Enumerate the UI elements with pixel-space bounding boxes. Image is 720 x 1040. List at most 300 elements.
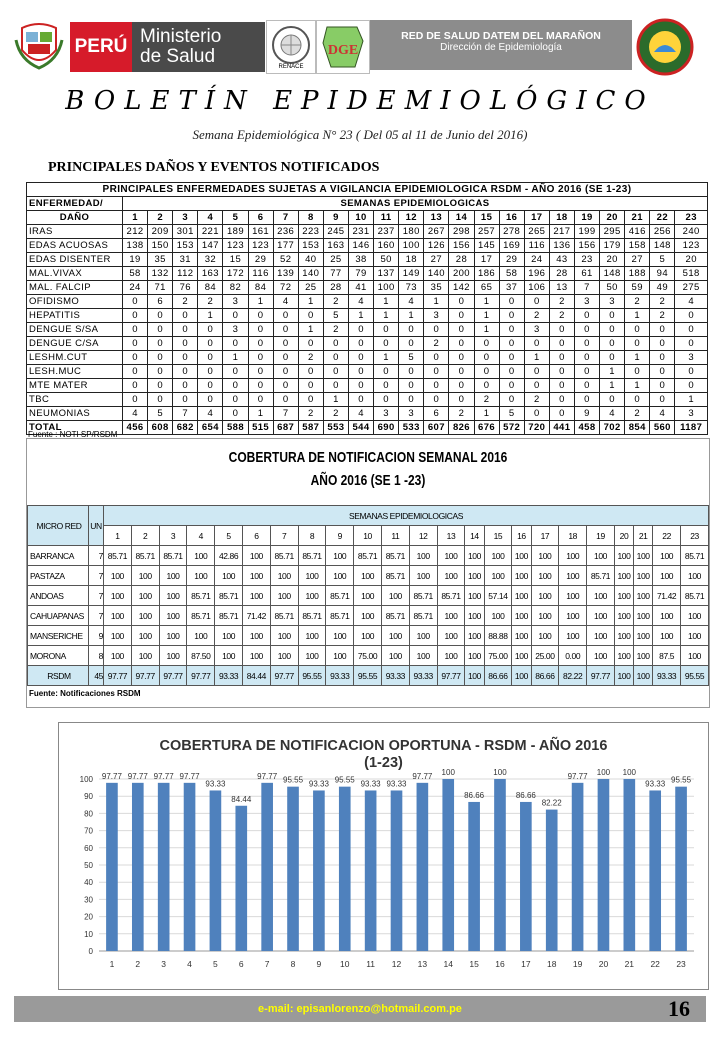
coverage-panel (26, 438, 710, 708)
peru-label: PERÚ (70, 22, 132, 72)
total-cell: 682 (173, 421, 198, 435)
table-cell: 106 (524, 281, 549, 295)
coverage-cell: 93.33 (215, 666, 243, 686)
coverage-cell: 85.71 (587, 566, 615, 586)
coverage-cell: 85.71 (270, 546, 298, 566)
x-tick-label: 18 (546, 959, 557, 969)
bar (261, 783, 273, 951)
coverage-cell: 85.71 (270, 606, 298, 626)
table-cell: 0 (348, 323, 373, 337)
coverage-row (28, 566, 709, 586)
table-cell: 0 (399, 323, 424, 337)
table-cell: 15 (223, 253, 248, 267)
header-semanas-epi: SEMANAS EPIDEMIOLOGICAS (104, 506, 709, 526)
table-cell: 145 (474, 239, 499, 253)
coverage-cell: 100 (215, 566, 243, 586)
table-cell: 40 (298, 253, 323, 267)
coverage-cell: 100 (681, 566, 709, 586)
total-cell: 720 (524, 421, 549, 435)
table-cell: 140 (298, 267, 323, 281)
bar (468, 802, 480, 951)
table-cell: 2 (549, 309, 574, 323)
coverage-cell: 100 (159, 566, 187, 586)
coverage-cell: 100 (298, 646, 326, 666)
coverage-total-row (28, 666, 709, 686)
table-cell: 156 (449, 239, 474, 253)
table-cell: 0 (198, 379, 223, 393)
table-cell: 1 (424, 295, 449, 309)
table-cell: 0 (650, 393, 675, 407)
coverage-cell: 85.71 (298, 546, 326, 566)
coverage-cell: 100 (559, 606, 587, 626)
week-header: 9 (326, 526, 354, 546)
table-row (27, 239, 708, 253)
table-cell: 0 (248, 379, 273, 393)
table-cell: 65 (474, 281, 499, 295)
week-header: 16 (512, 526, 531, 546)
table-cell: 0 (223, 407, 248, 421)
table-cell: 123 (248, 239, 273, 253)
footer-email[interactable]: e-mail: episanlorenzo@hotmail.com.pe (258, 1003, 462, 1015)
bar (391, 790, 403, 951)
micro-red-name: BARRANCA (28, 546, 89, 566)
micro-red-name: CAHUAPANAS (28, 606, 89, 626)
table-cell: 43 (549, 253, 574, 267)
table-cell: 0 (198, 351, 223, 365)
bar (365, 790, 377, 951)
bar (572, 783, 584, 951)
table-cell: 186 (474, 267, 499, 281)
coverage-cell: 100 (614, 626, 633, 646)
table-cell: 0 (524, 295, 549, 309)
week-header: 7 (270, 526, 298, 546)
table-cell: 35 (148, 253, 173, 267)
coverage-cell: 82.22 (559, 666, 587, 686)
table-cell: 2 (449, 407, 474, 421)
y-tick-label: 100 (79, 775, 93, 784)
table-cell: 0 (273, 309, 298, 323)
table-cell: 2 (549, 295, 574, 309)
bar-data-label: 86.66 (515, 790, 536, 800)
coverage-cell: 100 (614, 586, 633, 606)
bar (287, 787, 299, 951)
week-header: 6 (248, 211, 273, 225)
table-cell: 153 (298, 239, 323, 253)
y-tick-label: 40 (84, 878, 93, 888)
table-cell: 0 (173, 337, 198, 351)
coverage-cell: 86.66 (484, 666, 512, 686)
table-cell: 0 (348, 351, 373, 365)
week-header: 15 (484, 526, 512, 546)
table-cell: 0 (449, 337, 474, 351)
table-cell: 3 (675, 351, 708, 365)
bar-data-label: 93.33 (308, 779, 329, 789)
table-cell: 84 (248, 281, 273, 295)
bar (442, 779, 454, 951)
table-cell: 0 (123, 309, 148, 323)
total-row (27, 421, 708, 435)
table-cell: 4 (123, 407, 148, 421)
table-cell: 0 (173, 393, 198, 407)
header-row-2 (27, 211, 708, 225)
svg-text:DGE: DGE (327, 43, 359, 58)
coverage-cell: 100 (354, 566, 382, 586)
total-cell: 690 (374, 421, 399, 435)
table-cell: 7 (574, 281, 599, 295)
bar-data-label: 86.66 (464, 790, 485, 800)
coverage-cell: 85.71 (159, 546, 187, 566)
table-cell: 2 (323, 295, 348, 309)
table-row (27, 365, 708, 379)
table-cell: 0 (499, 351, 524, 365)
total-cell: 676 (474, 421, 499, 435)
bar (313, 790, 325, 951)
bar-data-label: 97.77 (179, 771, 200, 781)
table-cell: 94 (650, 267, 675, 281)
week-header: 8 (298, 526, 326, 546)
table-cell: 0 (675, 309, 708, 323)
table-cell: 0 (148, 309, 173, 323)
table-cell: 100 (399, 239, 424, 253)
coverage-cell: 100 (559, 566, 587, 586)
table-cell: 2 (424, 337, 449, 351)
table-cell: 20 (675, 253, 708, 267)
table-cell: 0 (123, 323, 148, 337)
total-cell: 515 (248, 421, 273, 435)
coverage-cell: 95.55 (354, 666, 382, 686)
table-cell: 0 (248, 337, 273, 351)
table-cell: 0 (298, 337, 323, 351)
table-cell: 100 (374, 281, 399, 295)
table-row (27, 407, 708, 421)
coverage-cell: 100 (634, 666, 653, 686)
disease-name: DENGUE C/SA (27, 337, 123, 351)
table-cell: 0 (474, 379, 499, 393)
table-cell: 0 (148, 379, 173, 393)
week-header: 22 (653, 526, 681, 546)
total-cell: 456 (123, 421, 148, 435)
y-tick-label: 30 (84, 895, 93, 905)
table-cell: 0 (198, 337, 223, 351)
table-cell: 223 (298, 225, 323, 239)
coverage-cell: 85.71 (326, 606, 354, 626)
table-cell: 0 (173, 379, 198, 393)
table-cell: 35 (424, 281, 449, 295)
table-cell: 3 (399, 407, 424, 421)
table-cell: 0 (399, 379, 424, 393)
un-count: 7 (89, 606, 104, 626)
bar-data-label: 97.77 (127, 771, 148, 781)
week-header: 14 (465, 526, 484, 546)
table-cell: 2 (198, 295, 223, 309)
table-cell: 196 (524, 267, 549, 281)
table-cell: 2 (173, 295, 198, 309)
coverage-cell: 97.77 (104, 666, 132, 686)
coverage-cell: 100 (653, 546, 681, 566)
coverage-cell: 100 (187, 546, 215, 566)
week-header: 1 (104, 526, 132, 546)
bar (417, 783, 429, 951)
table-cell: 4 (348, 407, 373, 421)
chart-svg (59, 723, 708, 989)
coverage-cell: 100 (512, 546, 531, 566)
coverage-cell: 100 (298, 566, 326, 586)
table-cell: 1 (348, 309, 373, 323)
table-cell: 7 (273, 407, 298, 421)
x-tick-label: 8 (290, 959, 296, 969)
table-cell: 7 (173, 407, 198, 421)
table-row (27, 267, 708, 281)
table-cell: 1 (323, 393, 348, 407)
table-cell: 180 (399, 225, 424, 239)
coverage-cell: 100 (409, 546, 437, 566)
disease-name: IRAS (27, 225, 123, 239)
bar-data-label: 97.77 (153, 771, 174, 781)
x-tick-label: 23 (676, 959, 686, 969)
week-header: 14 (449, 211, 474, 225)
x-tick-label: 21 (624, 959, 635, 969)
table-cell: 0 (449, 309, 474, 323)
table-cell: 5 (650, 253, 675, 267)
coverage-cell: 100 (512, 626, 531, 646)
table-cell: 0 (549, 365, 574, 379)
red-salud-title: RED DE SALUD DATEM DEL MARAÑON (401, 30, 601, 42)
coverage-cell: 100 (381, 586, 409, 606)
table-cell: 24 (524, 253, 549, 267)
bar-data-label: 93.33 (386, 779, 407, 789)
table-cell: 158 (625, 239, 650, 253)
week-header: 20 (614, 526, 633, 546)
coverage-cell: 71.42 (242, 606, 270, 626)
table-cell: 0 (499, 393, 524, 407)
coverage-cell: 100 (131, 626, 159, 646)
micro-red-name: ANDOAS (28, 586, 89, 606)
table-cell: 275 (675, 281, 708, 295)
coverage-cell: 57.14 (484, 586, 512, 606)
table-cell: 0 (223, 379, 248, 393)
table-cell: 0 (549, 393, 574, 407)
coverage-row (28, 646, 709, 666)
table-cell: 29 (499, 253, 524, 267)
coverage-bar-chart (58, 722, 709, 990)
disease-name: EDAS ACUOSAS (27, 239, 123, 253)
coverage-row (28, 586, 709, 606)
table-cell: 0 (499, 365, 524, 379)
week-header: 23 (681, 526, 709, 546)
table-cell: 0 (148, 351, 173, 365)
coverage-cell: 100 (681, 626, 709, 646)
bar (132, 783, 144, 951)
table-cell: 0 (524, 407, 549, 421)
table-cell: 2 (650, 295, 675, 309)
table-cell: 150 (148, 239, 173, 253)
header-enfermedad: ENFERMEDAD/ (27, 197, 123, 211)
table-cell: 1 (625, 351, 650, 365)
table-cell: 0 (323, 379, 348, 393)
disease-name: MAL. FALCIP (27, 281, 123, 295)
header-un: UN (89, 506, 104, 546)
coverage-cell: 71.42 (653, 586, 681, 606)
x-tick-label: 2 (135, 959, 141, 969)
table-cell: 0 (348, 365, 373, 379)
total-cell: 553 (323, 421, 348, 435)
table-cell: 0 (600, 351, 625, 365)
coverage-cell: 85.71 (187, 586, 215, 606)
bar-data-label: 95.55 (334, 775, 355, 785)
week-header: 13 (424, 211, 449, 225)
table-cell: 0 (499, 323, 524, 337)
table-cell: 84 (198, 281, 223, 295)
table-cell: 140 (424, 267, 449, 281)
table-row (27, 351, 708, 365)
bar (494, 779, 506, 951)
table-cell: 136 (549, 239, 574, 253)
table-cell: 49 (650, 281, 675, 295)
table-cell: 0 (123, 351, 148, 365)
table-cell: 112 (173, 267, 198, 281)
bar (598, 779, 610, 951)
table-cell: 0 (123, 337, 148, 351)
table-caption: PRINCIPALES ENFERMEDADES SUJETAS A VIGILANCIA EPIDEMIOLOGICA RSDM - AÑO 2016 (SE 1-23) (27, 183, 708, 197)
table-cell: 0 (449, 379, 474, 393)
coverage-cell: 100 (131, 606, 159, 626)
table-cell: 1 (625, 309, 650, 323)
coverage-cell: 100 (465, 666, 484, 686)
coverage-cell: 100 (242, 646, 270, 666)
table-cell: 5 (148, 407, 173, 421)
coverage-cell: 100 (354, 626, 382, 646)
table-cell: 0 (348, 337, 373, 351)
micro-red-name: MORONA (28, 646, 89, 666)
table-cell: 28 (449, 253, 474, 267)
table-cell: 0 (298, 379, 323, 393)
table-cell: 19 (123, 253, 148, 267)
coverage-cell: 100 (159, 626, 187, 646)
table-cell: 2 (474, 393, 499, 407)
total-cell: 826 (449, 421, 474, 435)
table-cell: 0 (123, 295, 148, 309)
table-cell: 189 (223, 225, 248, 239)
table-row (27, 393, 708, 407)
micro-red-name: PASTAZA (28, 566, 89, 586)
table-cell: 161 (248, 225, 273, 239)
coverage-cell: 100 (437, 646, 465, 666)
bar-data-label: 97.77 (257, 771, 278, 781)
coverage-cell: 100 (587, 606, 615, 626)
table-row (27, 253, 708, 267)
table-cell: 169 (499, 239, 524, 253)
coverage-cell: 100 (614, 606, 633, 626)
table-cell: 295 (600, 225, 625, 239)
table-cell: 0 (273, 351, 298, 365)
dge-logo (316, 20, 370, 74)
table-cell: 123 (675, 239, 708, 253)
week-header: 8 (298, 211, 323, 225)
coverage-cell: 100 (512, 646, 531, 666)
coverage-cell: 95.55 (298, 666, 326, 686)
table-cell: 217 (549, 225, 574, 239)
table-cell: 4 (399, 295, 424, 309)
table-cell: 0 (574, 337, 599, 351)
table-cell: 1 (198, 309, 223, 323)
table-cell: 50 (600, 281, 625, 295)
table-cell: 1 (399, 309, 424, 323)
coverage-cell: 100 (512, 586, 531, 606)
table-cell: 25 (298, 281, 323, 295)
un-count: 7 (89, 586, 104, 606)
coverage-cell: 100 (326, 626, 354, 646)
coverage-cell: 100 (326, 546, 354, 566)
coverage-source: Fuente: Notificaciones RSDM (29, 689, 141, 698)
table-cell: 0 (374, 337, 399, 351)
table-cell: 236 (273, 225, 298, 239)
y-tick-label: 80 (84, 809, 93, 819)
table-cell: 0 (198, 365, 223, 379)
bar-data-label: 95.55 (671, 775, 692, 785)
table-cell: 163 (323, 239, 348, 253)
table-cell: 76 (173, 281, 198, 295)
coverage-cell: 84.44 (242, 666, 270, 686)
table-cell: 72 (273, 281, 298, 295)
table-cell: 0 (198, 323, 223, 337)
table-cell: 212 (123, 225, 148, 239)
table-cell: 1 (298, 323, 323, 337)
coverage-table (27, 505, 709, 686)
table-cell: 0 (374, 379, 399, 393)
coverage-cell: 100 (326, 646, 354, 666)
table-cell: 3 (223, 323, 248, 337)
coverage-cell: 100 (484, 566, 512, 586)
x-tick-label: 19 (572, 959, 583, 969)
coverage-cell: 85.71 (215, 586, 243, 606)
table-cell: 0 (323, 365, 348, 379)
bar-data-label: 93.33 (360, 779, 381, 789)
coverage-cell: 100 (465, 566, 484, 586)
coverage-cell: 100 (270, 646, 298, 666)
table-cell: 0 (549, 337, 574, 351)
table-cell: 1 (248, 407, 273, 421)
table-cell: 231 (348, 225, 373, 239)
table-cell: 3 (675, 407, 708, 421)
un-count: 45 (89, 666, 104, 686)
total-cell: 560 (650, 421, 675, 435)
table-cell: 0 (474, 351, 499, 365)
week-header: 1 (123, 211, 148, 225)
table-cell: 52 (273, 253, 298, 267)
table-cell: 172 (223, 267, 248, 281)
coverage-cell: 100 (381, 626, 409, 646)
table-cell: 23 (574, 253, 599, 267)
week-header: 2 (148, 211, 173, 225)
coverage-cell: 85.71 (381, 546, 409, 566)
coverage-cell: 100 (270, 586, 298, 606)
table-cell: 0 (499, 295, 524, 309)
un-count: 7 (89, 546, 104, 566)
table-cell: 156 (574, 239, 599, 253)
table-cell: 139 (273, 267, 298, 281)
table-cell: 0 (549, 407, 574, 421)
coverage-cell: 100 (634, 586, 653, 606)
coverage-cell: 100 (614, 546, 633, 566)
coverage-cell: 100 (465, 626, 484, 646)
table-cell: 142 (449, 281, 474, 295)
coverage-cell: 100 (614, 566, 633, 586)
red-salud-subtitle: Dirección de Epidemiología (440, 42, 562, 53)
table-cell: 256 (650, 225, 675, 239)
chart-title: COBERTURA DE NOTIFICACION OPORTUNA - RSDM - AÑO 2016 (159, 738, 608, 754)
bar-data-label: 82.22 (541, 798, 562, 808)
week-header: 6 (242, 526, 270, 546)
